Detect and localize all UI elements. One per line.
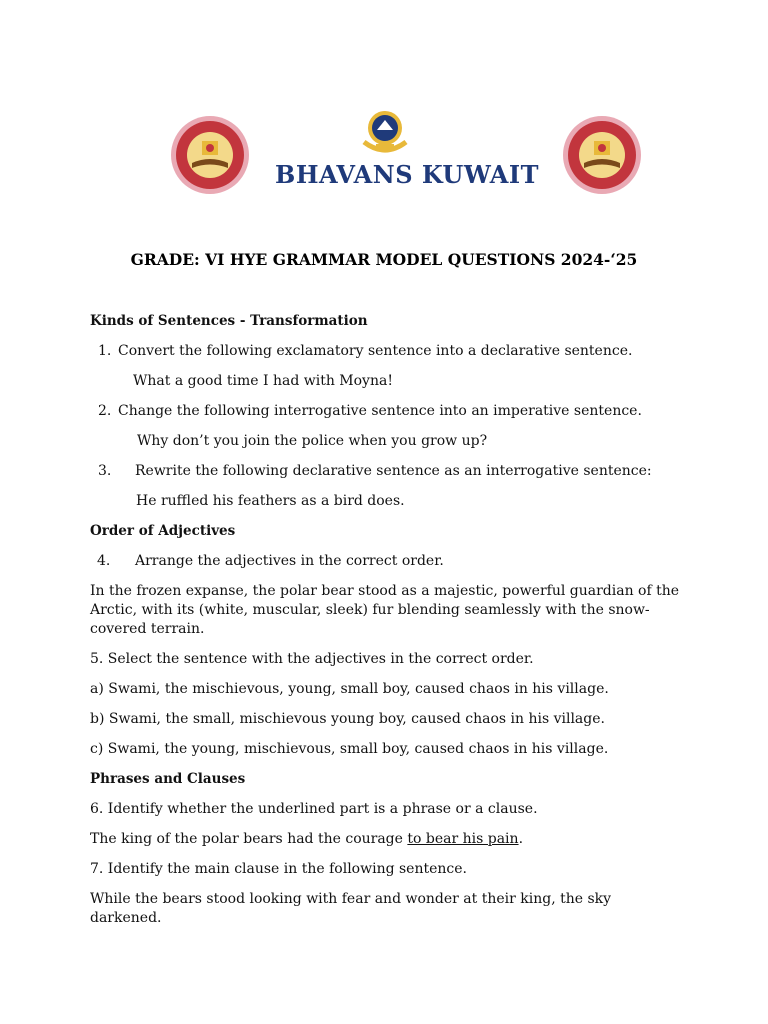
school-header — [0, 100, 768, 210]
school-seal-icon — [562, 115, 642, 195]
question-sentence — [90, 830, 680, 849]
question-2 — [90, 402, 680, 421]
question-sentence: He ruffled his feathers as a bird does. — [136, 493, 405, 509]
option-c: c) Swami, the young, mischievous, small boy, caused chaos in his village. — [90, 741, 609, 757]
question-7: 7. Identify the main clause in the following sentence. — [90, 861, 467, 877]
question-1 — [90, 342, 680, 361]
question-paragraph: While the bears stood looking with fear and wonder at their king, the sky darkened. — [90, 891, 612, 926]
option-a: a) Swami, the mischievous, young, small boy, caused chaos in his village. — [90, 681, 609, 697]
underlined-text: to bear his pain — [407, 831, 519, 847]
question-number: 4. — [97, 553, 111, 569]
sentence-end: . — [518, 831, 524, 847]
brand-name: BHAVANS KUWAIT — [275, 160, 539, 189]
section-heading: Phrases and Clauses — [90, 771, 246, 787]
section-heading: Kinds of Sentences - Transformation — [90, 313, 368, 329]
question-sentence: What a good time I had with Moyna! — [133, 373, 393, 389]
question-number: 3. — [98, 463, 112, 479]
question-5: 5. Select the sentence with the adjectives in the correct order. — [90, 651, 534, 667]
question-3 — [90, 462, 680, 481]
question-text: Arrange the adjectives in the correct order. — [135, 553, 444, 569]
bhavans-crest-icon — [356, 108, 414, 160]
question-number: 1. — [98, 343, 112, 359]
question-sentence: Why don’t you join the police when you grow up? — [137, 433, 488, 449]
question-text: Rewrite the following declarative sentence as an interrogative sentence: — [135, 463, 652, 479]
question-text: Change the following interrogative sentence into an imperative sentence. — [118, 403, 642, 419]
question-number: 2. — [98, 403, 112, 419]
question-text: Convert the following exclamatory sentence into a declarative sentence. — [118, 343, 633, 359]
question-4 — [90, 552, 680, 571]
question-6: 6. Identify whether the underlined part is a phrase or a clause. — [90, 801, 538, 817]
question-content — [90, 312, 680, 939]
option-b: b) Swami, the small, mischievous young boy, caused chaos in his village. — [90, 711, 605, 727]
section-heading: Order of Adjectives — [90, 523, 236, 539]
page-title: GRADE: VI HYE GRAMMAR MODEL QUESTIONS 2024-‘25 — [130, 250, 638, 269]
school-seal-icon — [170, 115, 250, 195]
question-paragraph: In the frozen expanse, the polar bear stood as a majestic, powerful guardian of the Arctic, with its (white, muscular, sleek) fur blending seamlessly with the snow-covered terrain. — [90, 583, 680, 637]
sentence-text: The king of the polar bears had the courage — [90, 831, 408, 847]
